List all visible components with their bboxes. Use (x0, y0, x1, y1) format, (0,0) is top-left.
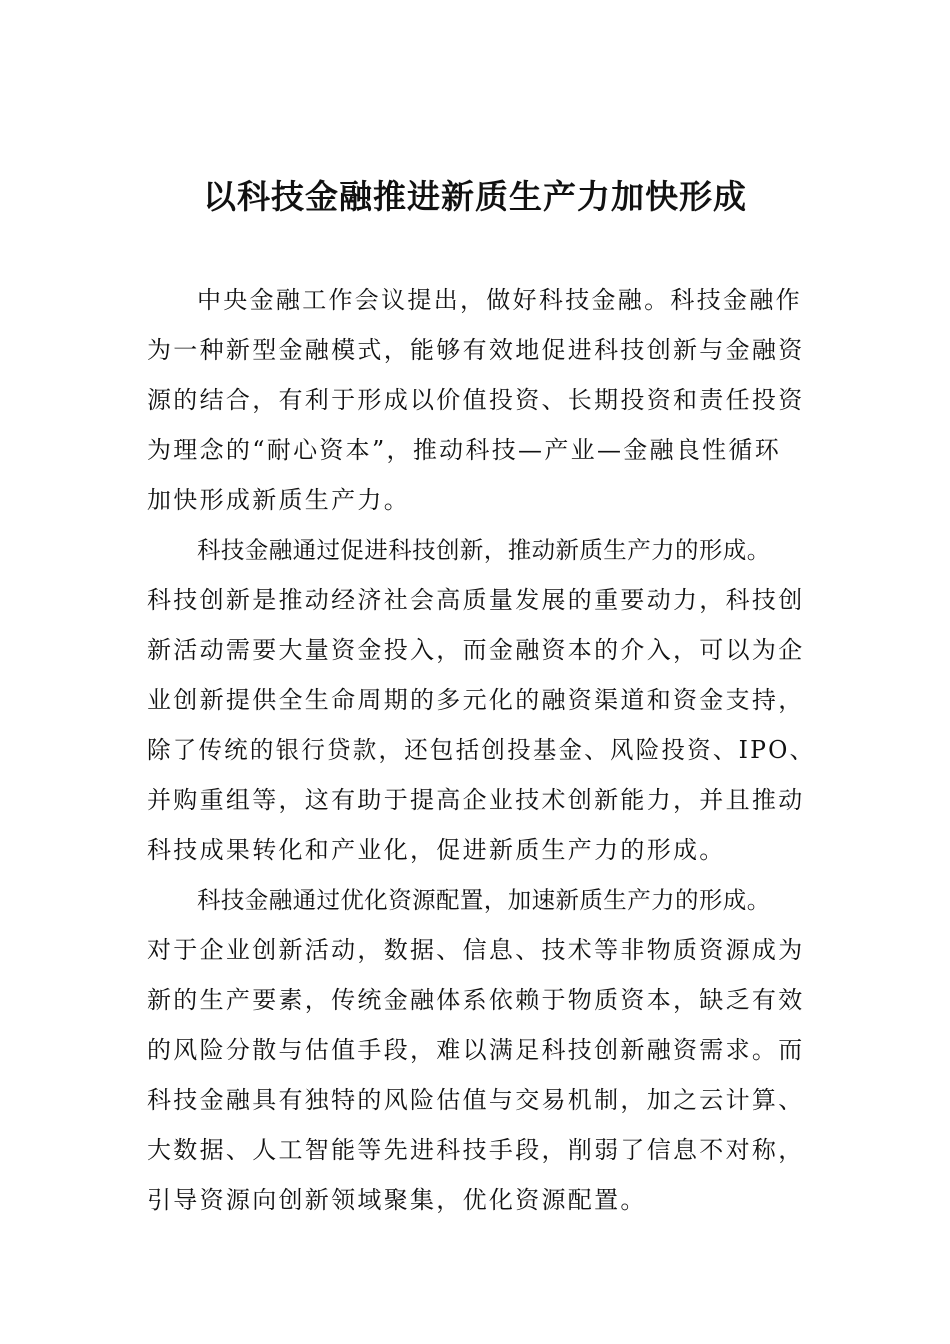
paragraph-3-line-2: 新的生产要素，传统金融体系依赖于物质资本，缺乏有效 (147, 986, 805, 1014)
paragraph-2-line-3: 业创新提供全生命周期的多元化的融资渠道和资金支持， (147, 686, 805, 714)
paragraph-1-line-5: 加快形成新质生产力。 (147, 486, 410, 514)
paragraph-1-line-4: 为理念的“耐心资本”，推动科技—产业—金融良性循环 (147, 436, 782, 464)
paragraph-1-line-3: 源的结合，有利于形成以价值投资、长期投资和责任投资 (147, 386, 805, 414)
paragraph-2-line-5: 并购重组等，这有助于提高企业技术创新能力，并且推动 (147, 786, 805, 814)
document-title: 以科技金融推进新质生产力加快形成 (203, 177, 747, 216)
paragraph-3-line-4: 科技金融具有独特的风险估值与交易机制，加之云计算、 (147, 1086, 805, 1114)
paragraph-2-line-4: 除了传统的银行贷款，还包括创投基金、风险投资、IPO、 (147, 736, 816, 764)
section-heading-1: 科技金融通过促进科技创新，推动新质生产力的形成。 (197, 536, 771, 564)
paragraph-2-line-2: 新活动需要大量资金投入，而金融资本的介入，可以为企 (147, 636, 805, 664)
section-heading-2: 科技金融通过优化资源配置，加速新质生产力的形成。 (197, 886, 771, 914)
paragraph-1-line-1: 中央金融工作会议提出，做好科技金融。科技金融作 (197, 286, 802, 314)
paragraph-3-line-3: 的风险分散与估值手段，难以满足科技创新融资需求。而 (147, 1036, 805, 1064)
paragraph-3-line-1: 对于企业创新活动，数据、信息、技术等非物质资源成为 (147, 936, 805, 964)
paragraph-3-line-6: 引导资源向创新领域聚集，优化资源配置。 (147, 1186, 647, 1214)
paragraph-1-line-2: 为一种新型金融模式，能够有效地促进科技创新与金融资 (147, 336, 805, 364)
paragraph-2-line-6: 科技成果转化和产业化，促进新质生产力的形成。 (147, 836, 726, 864)
paragraph-2-line-1: 科技创新是推动经济社会高质量发展的重要动力，科技创 (147, 586, 805, 614)
paragraph-3-line-5: 大数据、人工智能等先进科技手段，削弱了信息不对称， (147, 1136, 805, 1164)
